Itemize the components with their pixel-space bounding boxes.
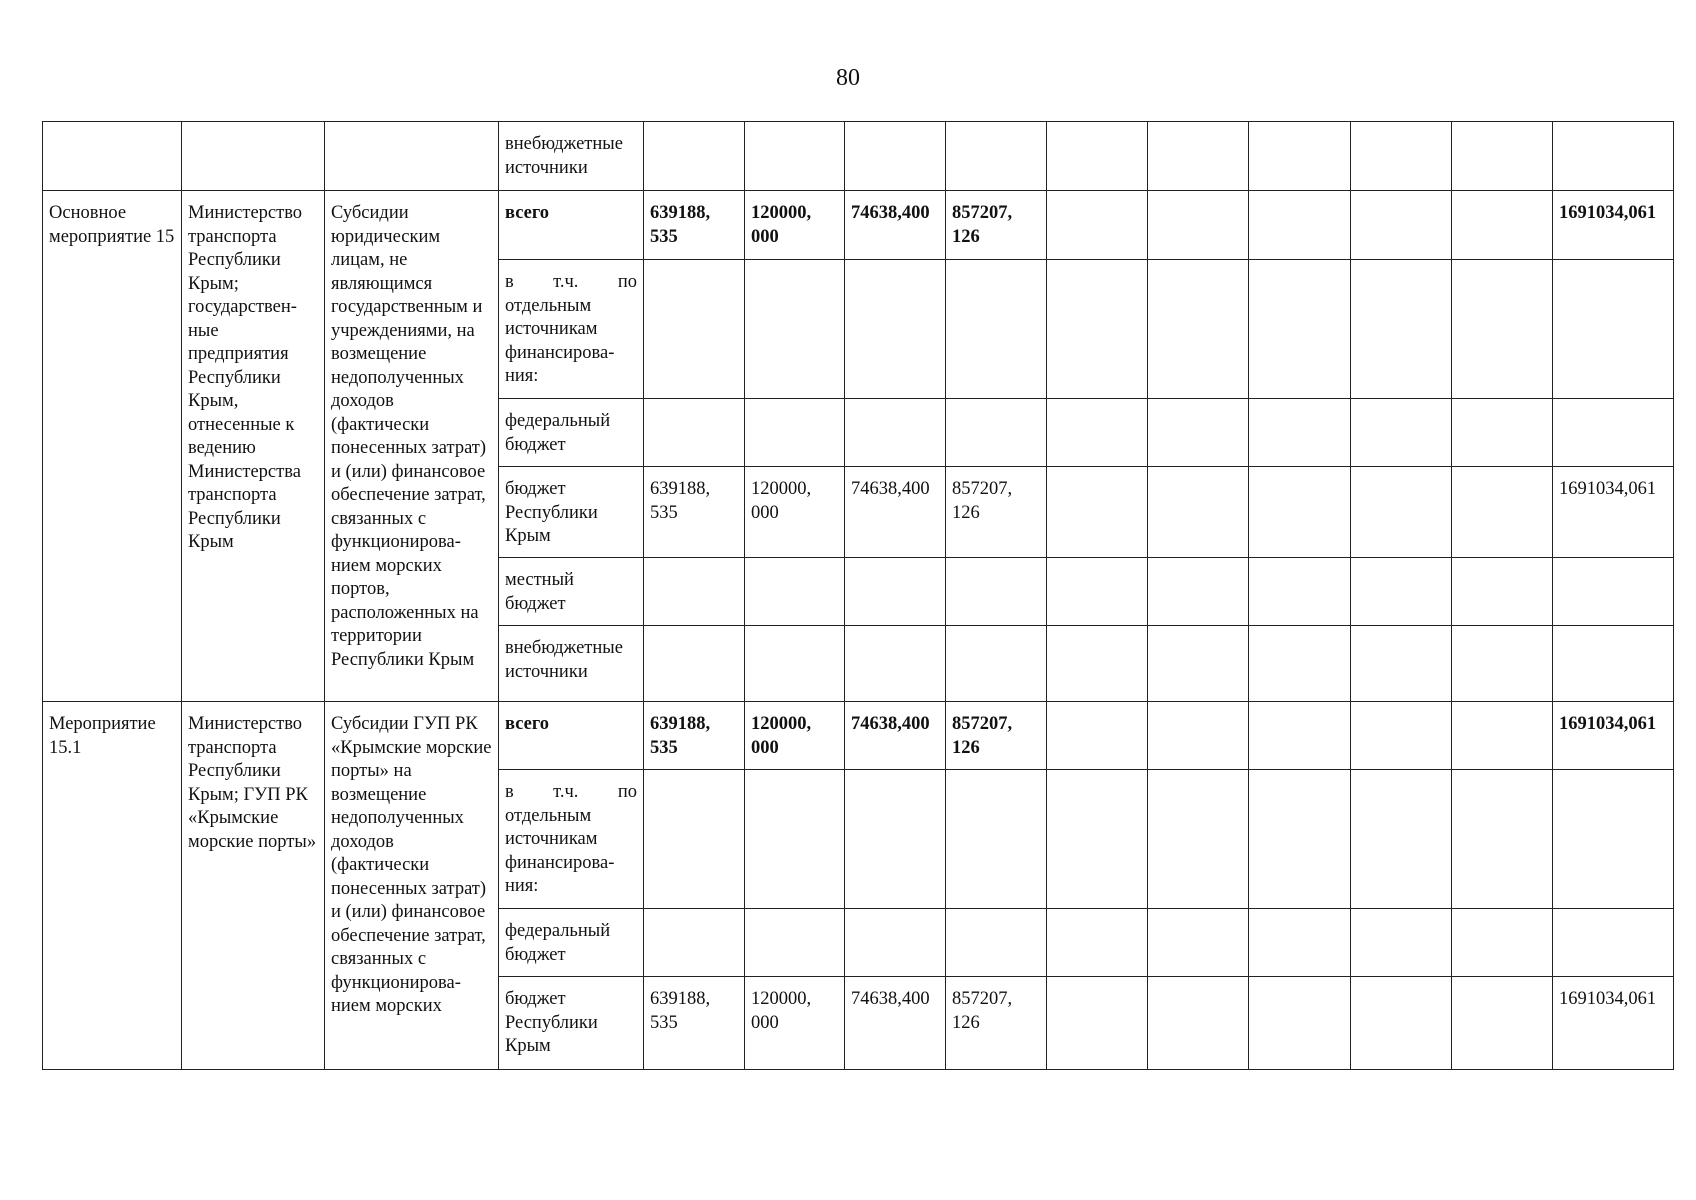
empty-cell [43,122,182,191]
empty-cell [1249,467,1351,558]
empty-cell [1452,770,1553,909]
empty-cell [1249,191,1351,260]
source-federal: федеральный бюджет [499,909,644,977]
empty-cell [1148,770,1249,909]
empty-cell [1249,626,1351,702]
total-cell: 1691034,061 [1553,977,1674,1070]
empty-cell [644,909,745,977]
empty-cell [1249,260,1351,399]
empty-cell [325,122,499,191]
empty-cell [1148,558,1249,626]
value-cell: 639188, 535 [644,977,745,1070]
value-cell: 857207, 126 [946,467,1047,558]
empty-cell [745,626,845,702]
empty-cell [1148,626,1249,702]
source-total: всего [499,191,644,260]
value-cell: 74638,400 [845,977,946,1070]
empty-cell [1249,122,1351,191]
empty-cell [1553,909,1674,977]
value-cell: 639188, 535 [644,191,745,260]
empty-cell [1047,122,1148,191]
financing-table [42,121,1674,1070]
empty-cell [644,626,745,702]
source-republic: бюджет Республики Крым [499,977,644,1070]
value-cell: 120000, 000 [745,702,845,770]
empty-cell [845,558,946,626]
event-executor: Министерство транспорта Республики Крым; ГУП РК «Крымские морские порты» [182,702,325,1070]
event-description: Субсидии юридическим лицам, не являющимся государственным и учреждениями, на возмещение недополученных доходов (фактически понесенных затрат) и (или) финансовое обеспечение затрат, связанных с функционирова-нием морских портов, расположенных на территории Республики Крым [325,191,499,702]
source-offbudget: внебюджетные источники [499,122,644,191]
event-name: Основное мероприятие 15 [43,191,182,702]
empty-cell [644,260,745,399]
empty-cell [1047,909,1148,977]
event-name: Мероприятие 15.1 [43,702,182,1070]
table-row [43,122,1674,191]
empty-cell [1452,467,1553,558]
empty-cell [1553,558,1674,626]
total-cell: 1691034,061 [1553,467,1674,558]
empty-cell [946,909,1047,977]
breakdown-first-line: в т.ч. по [505,272,637,292]
empty-cell [946,399,1047,467]
empty-cell [1553,770,1674,909]
source-offbudget: внебюджетные источники [499,626,644,702]
empty-cell [1452,558,1553,626]
source-federal: федеральный бюджет [499,399,644,467]
value-cell: 74638,400 [845,702,946,770]
source-breakdown: в т.ч. по отдельным источникам финансирова-ния: [499,260,644,399]
source-breakdown: в т.ч. по отдельным источникам финансирова-ния: [499,770,644,909]
value-cell: 120000, 000 [745,191,845,260]
value-cell: 74638,400 [845,467,946,558]
value-cell: 74638,400 [845,191,946,260]
empty-cell [845,626,946,702]
empty-cell [1047,399,1148,467]
value-cell: 120000, 000 [745,467,845,558]
empty-cell [946,260,1047,399]
empty-cell [1452,702,1553,770]
empty-cell [1351,558,1452,626]
empty-cell [644,122,745,191]
empty-cell [1452,977,1553,1070]
empty-cell [745,399,845,467]
empty-cell [1553,626,1674,702]
empty-cell [845,122,946,191]
event-executor: Министерство транспорта Республики Крым; государствен-ные предприятия Республики Крым, отнесенные к ведению Министерства транспорта Республики Крым [182,191,325,702]
empty-cell [1351,770,1452,909]
empty-cell [845,909,946,977]
empty-cell [1351,467,1452,558]
empty-cell [1047,977,1148,1070]
page-number: 80 [836,65,860,91]
empty-cell [845,399,946,467]
empty-cell [1047,191,1148,260]
empty-cell [1148,122,1249,191]
empty-cell [946,770,1047,909]
empty-cell [1351,260,1452,399]
empty-cell [1047,770,1148,909]
empty-cell [1047,467,1148,558]
empty-cell [1553,122,1674,191]
source-local: местный бюджет [499,558,644,626]
value-cell: 639188, 535 [644,702,745,770]
empty-cell [1351,191,1452,260]
empty-cell [1249,770,1351,909]
empty-cell [1452,626,1553,702]
empty-cell [1351,626,1452,702]
empty-cell [644,558,745,626]
empty-cell [1047,626,1148,702]
empty-cell [1148,260,1249,399]
empty-cell [1249,558,1351,626]
empty-cell [745,122,845,191]
empty-cell [845,770,946,909]
empty-cell [1148,977,1249,1070]
empty-cell [1452,260,1553,399]
empty-cell [1452,909,1553,977]
value-cell: 857207, 126 [946,191,1047,260]
empty-cell [1351,909,1452,977]
empty-cell [1148,467,1249,558]
empty-cell [1351,399,1452,467]
empty-cell [1452,122,1553,191]
empty-cell [1047,558,1148,626]
empty-cell [1148,399,1249,467]
empty-cell [946,558,1047,626]
value-cell: 639188, 535 [644,467,745,558]
empty-cell [745,260,845,399]
empty-cell [1249,909,1351,977]
source-republic: бюджет Республики Крым [499,467,644,558]
empty-cell [1452,399,1553,467]
empty-cell [1249,399,1351,467]
event-description: Субсидии ГУП РК «Крымские морские порты» на возмещение недополученных доходов (фактически понесенных затрат) и (или) финансовое обеспечение затрат, связанных с функционирова-нием морских [325,702,499,1070]
empty-cell [1452,191,1553,260]
empty-cell [1148,909,1249,977]
total-cell: 1691034,061 [1553,702,1674,770]
source-total: всего [499,702,644,770]
empty-cell [1553,399,1674,467]
empty-cell [644,399,745,467]
total-cell: 1691034,061 [1553,191,1674,260]
empty-cell [1047,260,1148,399]
empty-cell [1351,702,1452,770]
empty-cell [182,122,325,191]
empty-cell [745,558,845,626]
empty-cell [845,260,946,399]
table-row [43,702,1674,770]
empty-cell [1148,191,1249,260]
empty-cell [644,770,745,909]
breakdown-first-line: в т.ч. по [505,782,637,802]
empty-cell [1351,977,1452,1070]
empty-cell [745,770,845,909]
empty-cell [1249,977,1351,1070]
value-cell: 857207, 126 [946,702,1047,770]
empty-cell [946,626,1047,702]
value-cell: 857207, 126 [946,977,1047,1070]
empty-cell [1249,702,1351,770]
empty-cell [946,122,1047,191]
empty-cell [1047,702,1148,770]
empty-cell [745,909,845,977]
empty-cell [1553,260,1674,399]
empty-cell [1351,122,1452,191]
empty-cell [1148,702,1249,770]
value-cell: 120000, 000 [745,977,845,1070]
table-row [43,191,1674,260]
